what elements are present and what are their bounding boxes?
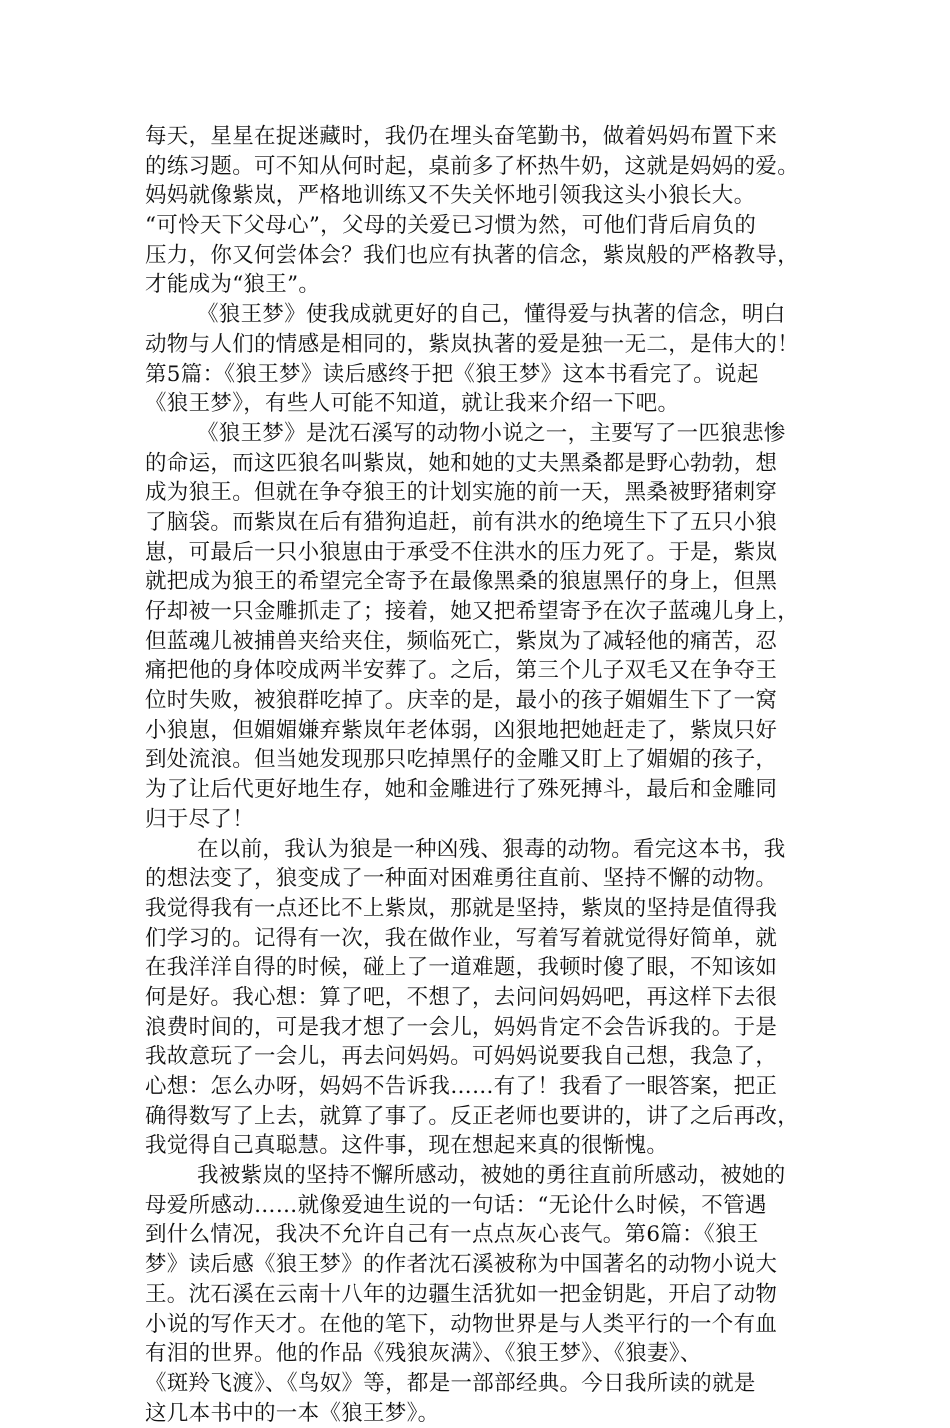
text-line: 的练习题。可不知从何时起，桌前多了杯热牛奶，这就是妈妈的爱。: [145, 153, 800, 179]
text-line: 《斑羚飞渡》、《鸟奴》等，都是一部部经典。今日我所读的就是: [145, 1370, 756, 1396]
text-line: 心想：怎么办呀，妈妈不告诉我……有了！我看了一眼答案，把正: [145, 1074, 778, 1099]
text-line: 就把成为狼王的希望完全寄予在最像黑桑的狼崽黑仔的身上，但黑: [145, 569, 778, 595]
text-line: 的想法变了，狼变成了一种面对困难勇往直前、坚持不懈的动物。: [145, 866, 778, 892]
text-line: 我觉得我有一点还比不上紫岚，那就是坚持，紫岚的坚持是值得我: [145, 895, 778, 921]
text-line: 为了让后代更好地生存，她和金雕进行了殊死搏斗，最后和金雕同: [145, 777, 778, 803]
text-line: 何是好。我心想：算了吧，不想了，去问问妈妈吧，再这样下去很: [145, 984, 778, 1010]
text-line: 动物与人们的情感是相同的，紫岚执著的爱是独一无二，是伟大的！: [145, 331, 800, 357]
text-line: 崽，可最后一只小狼崽由于承受不住洪水的压力死了。于是，紫岚: [145, 539, 778, 565]
text-line: 每天，星星在捉迷藏时，我仍在埋头奋笔勤书，做着妈妈布置下来: [145, 124, 778, 149]
text-line: 到什么情况，我决不允许自己有一点点灰心丧气。第6篇：《狼王: [145, 1222, 759, 1248]
text-line: 确得数写了上去，就算了事了。反正老师也要讲的，讲了之后再改，: [145, 1103, 800, 1129]
text-line: 小狼崽，但媚媚嫌弃紫岚年老体弱，凶狠地把她赶走了，紫岚只好: [145, 717, 778, 743]
text-line: 有泪的世界。他的作品《残狼灰满》、《狼王梦》、《狼妻》、: [145, 1341, 702, 1367]
text-line: 小说的写作天才。在他的笔下，动物世界是与人类平行的一个有血: [145, 1311, 778, 1337]
text-line: 《狼王梦》是沈石溪写的动物小说之一，主要写了一匹狼悲惨: [197, 420, 786, 446]
text-line: 痛把他的身体咬成两半安葬了。之后，第三个儿子双毛又在争夺王: [145, 658, 778, 684]
text-line: 成为狼王。但就在争夺狼王的计划实施的前一天，黑桑被野猪刺穿: [145, 480, 778, 506]
text-line: 第5篇：《狼王梦》读后感终于把《狼王梦》这本书看完了。说起: [145, 361, 759, 387]
text-line: 在以前，我认为狼是一种凶残、狠毒的动物。看完这本书，我: [197, 836, 786, 862]
text-line: 的命运，而这匹狼名叫紫岚，她和她的丈夫黑桑都是野心勃勃，想: [145, 450, 778, 476]
text-line: 我觉得自己真聪慧。这件事，现在想起来真的很惭愧。: [145, 1133, 669, 1159]
text-line: 们学习的。记得有一次，我在做作业，写着写着就觉得好简单，就: [145, 925, 778, 951]
text-line: 才能成为“狼王”。: [145, 272, 321, 298]
text-line: 但蓝魂儿被捕兽夹给夹住，频临死亡，紫岚为了减轻他的痛苦，忍: [145, 628, 778, 654]
text-line: 《狼王梦》，有些人可能不知道，就让我来介绍一下吧。: [145, 391, 680, 417]
text-line: 我被紫岚的坚持不懈所感动，被她的勇往直前所感动，被她的: [197, 1163, 786, 1189]
text-line: 我故意玩了一会儿，再去问妈妈。可妈妈说要我自己想，我急了，: [145, 1044, 778, 1070]
text-line: 压力，你又何尝体会？我们也应有执著的信念，紫岚般的严格教导，: [145, 242, 800, 268]
text-line: 浪费时间的，可是我才想了一会儿，妈妈肯定不会告诉我的。于是: [145, 1014, 778, 1040]
text-line: 了脑袋。而紫岚在后有猎狗追赶，前有洪水的绝境生下了五只小狼: [145, 509, 778, 535]
text-line: 这几本书中的一本《狼王梦》。: [145, 1400, 440, 1426]
text-line: 《狼王梦》使我成就更好的自己，懂得爱与执著的信念，明白: [197, 302, 786, 328]
text-line: 归于尽了！: [145, 806, 255, 832]
text-line: 妈妈就像紫岚，严格地训练又不失关怀地引领我这头小狼长大。: [145, 183, 756, 209]
text-line: 母爱所感动……就像爱迪生说的一句话：“无论什么时候，不管遇: [145, 1192, 767, 1218]
text-line: 仔却被一只金雕抓走了；接着，她又把希望寄予在次子蓝魂儿身上，: [145, 599, 800, 624]
body-text: [145, 122, 815, 1428]
text-line: 王。沈石溪在云南十八年的边疆生活犹如一把金钥匙，开启了动物: [145, 1281, 778, 1307]
text-line: 位时失败，被狼群吃掉了。庆幸的是，最小的孩子媚媚生下了一窝: [145, 688, 778, 714]
text-line: 到处流浪。但当她发现那只吃掉黑仔的金雕又盯上了媚媚的孩子，: [145, 747, 778, 773]
text-line: 梦》读后感《狼王梦》的作者沈石溪被称为中国著名的动物小说大: [145, 1252, 778, 1278]
text-line: “可怜天下父母心”，父母的关爱已习惯为然，可他们背后肩负的: [145, 213, 757, 239]
text-line: 在我洋洋自得的时候，碰上了一道难题，我顿时傻了眼，不知该如: [145, 955, 778, 981]
